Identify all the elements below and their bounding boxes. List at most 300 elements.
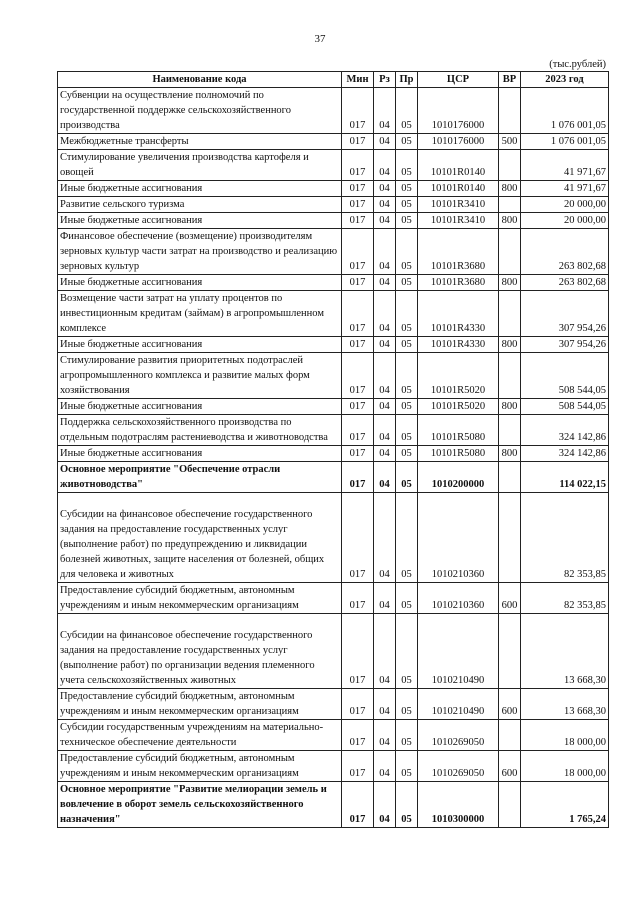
row-vr [499,782,521,828]
row-csr-text: 10101R3680 [430,277,486,288]
row-amount-text: 13 668,30 [564,706,606,717]
row-pr [396,751,418,782]
row-amount [521,213,609,229]
table-header-row [58,72,609,88]
row-name [58,134,342,150]
row-name-text: Иные бюджетные ассигнования [60,183,203,194]
row-amount-text: 307 954,26 [558,323,606,334]
row-amount-text: 41 971,67 [564,167,606,178]
row-name [58,751,342,782]
row-amount-text: 1 076 001,05 [550,120,606,131]
row-min-text: 017 [349,479,366,490]
row-pr [396,337,418,353]
row-name-text: Предоставление субсидий бюджетным, автономным учреждениям и иным некоммерческим организациям [60,691,299,717]
row-min-text: 017 [349,706,366,717]
row-amount [521,150,609,181]
row-csr-text: 10101R3410 [430,199,486,210]
row-amount-text: 324 142,86 [558,448,606,459]
table-row [58,689,609,720]
row-rz-text: 04 [379,215,390,226]
row-vr-text: 800 [501,339,518,350]
row-vr [499,446,521,462]
row-pr-text: 05 [401,600,412,611]
row-name [58,150,342,181]
row-amount [521,337,609,353]
row-pr [396,415,418,446]
table-row [58,229,609,275]
row-rz-text: 04 [379,401,390,412]
row-csr [418,614,499,689]
row-name-text: Иные бюджетные ассигнования [60,401,203,412]
row-pr [396,197,418,213]
row-pr [396,291,418,337]
row-csr [418,462,499,493]
row-name-text: Предоставление субсидий бюджетным, автономным учреждениям и иным некоммерческим организациям [60,753,299,779]
row-pr [396,720,418,751]
table-row [58,353,609,399]
row-name-text: Субвенции на осуществление полномочий по государственной поддержке сельскохозяйственного производства [60,90,291,131]
table-row [58,614,609,689]
row-rz-text: 04 [379,199,390,210]
row-min-text: 017 [349,432,366,443]
row-name-text: Иные бюджетные ассигнования [60,215,203,226]
row-rz-text: 04 [379,600,390,611]
row-amount-text: 20 000,00 [564,215,606,226]
table-row [58,720,609,751]
row-amount-text: 1 765,24 [569,814,606,825]
row-amount [521,689,609,720]
row-pr [396,614,418,689]
row-name-text: Стимулирование увеличения производства картофеля и овощей [60,152,309,178]
row-vr-text: 800 [501,448,518,459]
row-rz-text: 04 [379,814,390,825]
row-amount-text: 82 353,85 [564,600,606,611]
row-vr [499,720,521,751]
row-pr [396,782,418,828]
table-row [58,134,609,150]
header-pr: Пр [396,72,418,88]
row-pr-text: 05 [401,167,412,178]
row-amount [521,782,609,828]
header-rz: Рз [374,72,396,88]
row-spacer [60,614,339,628]
table-row [58,181,609,197]
row-min-text: 017 [349,167,366,178]
row-vr [499,291,521,337]
row-pr-text: 05 [401,323,412,334]
row-rz [374,614,396,689]
row-min [342,493,374,583]
row-vr-text: 800 [501,401,518,412]
table-row [58,337,609,353]
row-min [342,181,374,197]
row-rz-text: 04 [379,261,390,272]
table-row [58,197,609,213]
row-min-text: 017 [349,737,366,748]
row-csr-text: 1010269050 [431,737,485,748]
row-name [58,462,342,493]
row-csr-text: 1010176000 [431,120,485,131]
row-name-text: Межбюджетные трансферты [60,136,189,147]
row-rz-text: 04 [379,167,390,178]
row-pr [396,446,418,462]
row-csr [418,689,499,720]
row-min [342,213,374,229]
row-pr [396,229,418,275]
row-pr [396,462,418,493]
row-name [58,88,342,134]
table-row [58,446,609,462]
row-name-text: Иные бюджетные ассигнования [60,448,203,459]
row-amount [521,181,609,197]
row-amount [521,614,609,689]
row-pr [396,689,418,720]
row-csr-text: 10101R0140 [430,183,486,194]
page-number: 37 [314,33,326,45]
row-vr-text: 800 [501,183,518,194]
row-pr-text: 05 [401,339,412,350]
row-csr [418,181,499,197]
row-rz [374,150,396,181]
table-row [58,782,609,828]
table-row [58,291,609,337]
row-rz-text: 04 [379,569,390,580]
row-min [342,415,374,446]
row-pr [396,583,418,614]
row-min-text: 017 [349,323,366,334]
row-amount [521,291,609,337]
row-min [342,337,374,353]
row-vr-text: 500 [501,136,518,147]
row-vr [499,689,521,720]
row-pr [396,134,418,150]
row-min-text: 017 [349,600,366,611]
row-vr [499,337,521,353]
row-csr-text: 10101R4330 [430,339,486,350]
row-csr-text: 1010300000 [431,814,485,825]
row-pr-text: 05 [401,261,412,272]
row-csr [418,291,499,337]
row-amount-text: 1 076 001,05 [550,136,606,147]
row-amount-text: 508 544,05 [558,385,606,396]
row-rz [374,197,396,213]
row-csr-text: 1010200000 [431,479,485,490]
row-name [58,583,342,614]
row-min [342,751,374,782]
row-min [342,782,374,828]
row-csr-text: 10101R0140 [430,167,486,178]
row-min-text: 017 [349,261,366,272]
row-pr [396,213,418,229]
row-csr-text: 10101R5080 [430,432,486,443]
row-vr [499,614,521,689]
row-pr-text: 05 [401,136,412,147]
row-rz-text: 04 [379,277,390,288]
row-amount [521,462,609,493]
row-vr-text: 600 [501,600,518,611]
row-csr [418,337,499,353]
row-min-text: 017 [349,448,366,459]
table-row [58,275,609,291]
row-min-text: 017 [349,385,366,396]
row-rz [374,291,396,337]
row-csr [418,134,499,150]
row-csr [418,720,499,751]
row-amount [521,197,609,213]
row-pr-text: 05 [401,215,412,226]
units-label: (тыс.рублей) [549,59,606,70]
row-csr [418,197,499,213]
budget-table [57,71,609,828]
row-name [58,689,342,720]
row-min [342,689,374,720]
row-name [58,493,342,583]
table-row [58,415,609,446]
row-amount-text: 307 954,26 [558,339,606,350]
row-vr [499,197,521,213]
row-name [58,291,342,337]
row-name [58,275,342,291]
table-row [58,583,609,614]
row-rz-text: 04 [379,136,390,147]
row-amount [521,353,609,399]
row-csr-text: 10101R5020 [430,401,486,412]
row-min-text: 017 [349,120,366,131]
row-rz-text: 04 [379,479,390,490]
row-min [342,353,374,399]
table-row [58,88,609,134]
table-row [58,462,609,493]
row-pr [396,181,418,197]
row-csr-text: 1010210490 [431,706,485,717]
row-min [342,399,374,415]
row-amount [521,583,609,614]
row-min-text: 017 [349,675,366,686]
header-name: Наименование кода [58,72,342,88]
row-min-text: 017 [349,183,366,194]
row-rz [374,493,396,583]
row-name-text: Иные бюджетные ассигнования [60,339,203,350]
row-rz [374,181,396,197]
row-rz [374,275,396,291]
header-csr: ЦСР [418,72,499,88]
row-vr-text: 800 [501,277,518,288]
row-vr [499,213,521,229]
row-amount [521,399,609,415]
row-rz [374,689,396,720]
row-vr-text: 800 [501,215,518,226]
row-vr [499,134,521,150]
row-name [58,213,342,229]
table-row [58,150,609,181]
row-min [342,446,374,462]
row-rz [374,782,396,828]
row-csr-text: 1010210360 [431,600,485,611]
row-pr [396,150,418,181]
row-csr-text: 10101R3410 [430,215,486,226]
row-csr [418,751,499,782]
row-min [342,134,374,150]
row-min [342,462,374,493]
row-csr-text: 10101R3680 [430,261,486,272]
row-pr-text: 05 [401,183,412,194]
table-row [58,751,609,782]
row-amount-text: 324 142,86 [558,432,606,443]
row-rz [374,399,396,415]
row-name [58,399,342,415]
row-name-text: Стимулирование развития приоритетных подотраслей агропромышленного комплекса и развитие малых форм хозяйствования [60,355,310,396]
row-min-text: 017 [349,136,366,147]
row-rz-text: 04 [379,183,390,194]
row-vr-text: 600 [501,706,518,717]
row-vr [499,150,521,181]
row-min-text: 017 [349,199,366,210]
row-csr [418,275,499,291]
row-amount [521,415,609,446]
row-rz [374,213,396,229]
row-name [58,614,342,689]
row-min-text: 017 [349,339,366,350]
row-rz [374,88,396,134]
row-amount [521,493,609,583]
row-amount-text: 18 000,00 [564,737,606,748]
row-name-text: Субсидии государственным учреждениям на материально-техническое обеспечение деятельности [60,722,324,748]
row-min [342,150,374,181]
row-vr [499,583,521,614]
row-rz-text: 04 [379,432,390,443]
row-rz-text: 04 [379,339,390,350]
row-pr-text: 05 [401,675,412,686]
row-min [342,720,374,751]
row-rz [374,446,396,462]
row-csr [418,88,499,134]
row-pr-text: 05 [401,479,412,490]
row-csr-text: 1010269050 [431,768,485,779]
row-amount [521,751,609,782]
row-min [342,583,374,614]
row-pr-text: 05 [401,277,412,288]
row-min-text: 017 [349,277,366,288]
row-amount [521,446,609,462]
row-name [58,782,342,828]
row-csr [418,229,499,275]
row-rz-text: 04 [379,385,390,396]
row-amount-text: 41 971,67 [564,183,606,194]
row-rz-text: 04 [379,737,390,748]
row-name [58,229,342,275]
row-vr [499,751,521,782]
row-name-text: Предоставление субсидий бюджетным, автономным учреждениям и иным некоммерческим организациям [60,585,299,611]
row-min-text: 017 [349,401,366,412]
header-amount: 2023 год [521,72,609,88]
row-name-text: Субсидии на финансовое обеспечение государственного задания на предоставление государственных услуг (выполнение работ) по организации ведения племенного учета сельскохозяйственных животных [60,630,315,686]
row-name-text: Основное мероприятие "Развитие мелиорации земель и вовлечение в оборот земель сельскохозяйственного назначения" [60,784,327,825]
row-pr-text: 05 [401,737,412,748]
row-csr-text: 1010210490 [431,675,485,686]
row-amount [521,134,609,150]
row-name [58,197,342,213]
row-pr [396,88,418,134]
row-vr [499,493,521,583]
row-rz [374,462,396,493]
row-pr-text: 05 [401,199,412,210]
header-vr: ВР [499,72,521,88]
row-rz-text: 04 [379,120,390,131]
row-name-text: Субсидии на финансовое обеспечение государственного задания на предоставление государственных услуг (выполнение работ) по предупреждению и ликвидации болезней животных, защите населения от болезней, общих для человека и животных [60,509,325,580]
row-rz-text: 04 [379,706,390,717]
row-rz [374,751,396,782]
row-pr-text: 05 [401,569,412,580]
row-amount [521,88,609,134]
row-min-text: 017 [349,768,366,779]
row-csr [418,583,499,614]
row-rz [374,415,396,446]
row-vr-text: 600 [501,768,518,779]
row-min-text: 017 [349,814,366,825]
row-min [342,88,374,134]
row-amount-text: 114 022,15 [559,479,606,490]
row-vr [499,399,521,415]
row-pr [396,353,418,399]
row-rz-text: 04 [379,448,390,459]
row-amount [521,720,609,751]
row-csr [418,415,499,446]
row-vr [499,88,521,134]
row-vr [499,229,521,275]
row-csr [418,213,499,229]
row-min [342,229,374,275]
row-min [342,291,374,337]
row-vr [499,415,521,446]
row-pr-text: 05 [401,768,412,779]
row-pr [396,275,418,291]
row-name-text: Развитие сельского туризма [60,199,185,210]
row-csr [418,399,499,415]
row-rz-text: 04 [379,675,390,686]
table-row [58,213,609,229]
row-spacer [60,493,339,507]
row-min [342,197,374,213]
row-vr [499,181,521,197]
row-name-text: Возмещение части затрат на уплату процентов по инвестиционным кредитам (займам) в агропромышленном комплексе [60,293,324,334]
row-name [58,415,342,446]
row-csr-text: 1010210360 [431,569,485,580]
row-csr [418,150,499,181]
row-min-text: 017 [349,215,366,226]
row-pr [396,493,418,583]
row-rz [374,720,396,751]
row-pr-text: 05 [401,401,412,412]
row-name-text: Поддержка сельскохозяйственного производства по отдельным подотраслям растениеводства и животноводства [60,417,328,443]
row-rz-text: 04 [379,768,390,779]
row-min [342,275,374,291]
row-name [58,337,342,353]
row-name [58,181,342,197]
row-pr-text: 05 [401,120,412,131]
row-rz [374,337,396,353]
row-pr-text: 05 [401,448,412,459]
row-csr [418,782,499,828]
row-vr [499,462,521,493]
row-name-text: Иные бюджетные ассигнования [60,277,203,288]
table-row [58,399,609,415]
row-pr-text: 05 [401,385,412,396]
row-name [58,446,342,462]
table-row [58,493,609,583]
row-pr [396,399,418,415]
row-csr-text: 10101R4330 [430,323,486,334]
row-pr-text: 05 [401,706,412,717]
